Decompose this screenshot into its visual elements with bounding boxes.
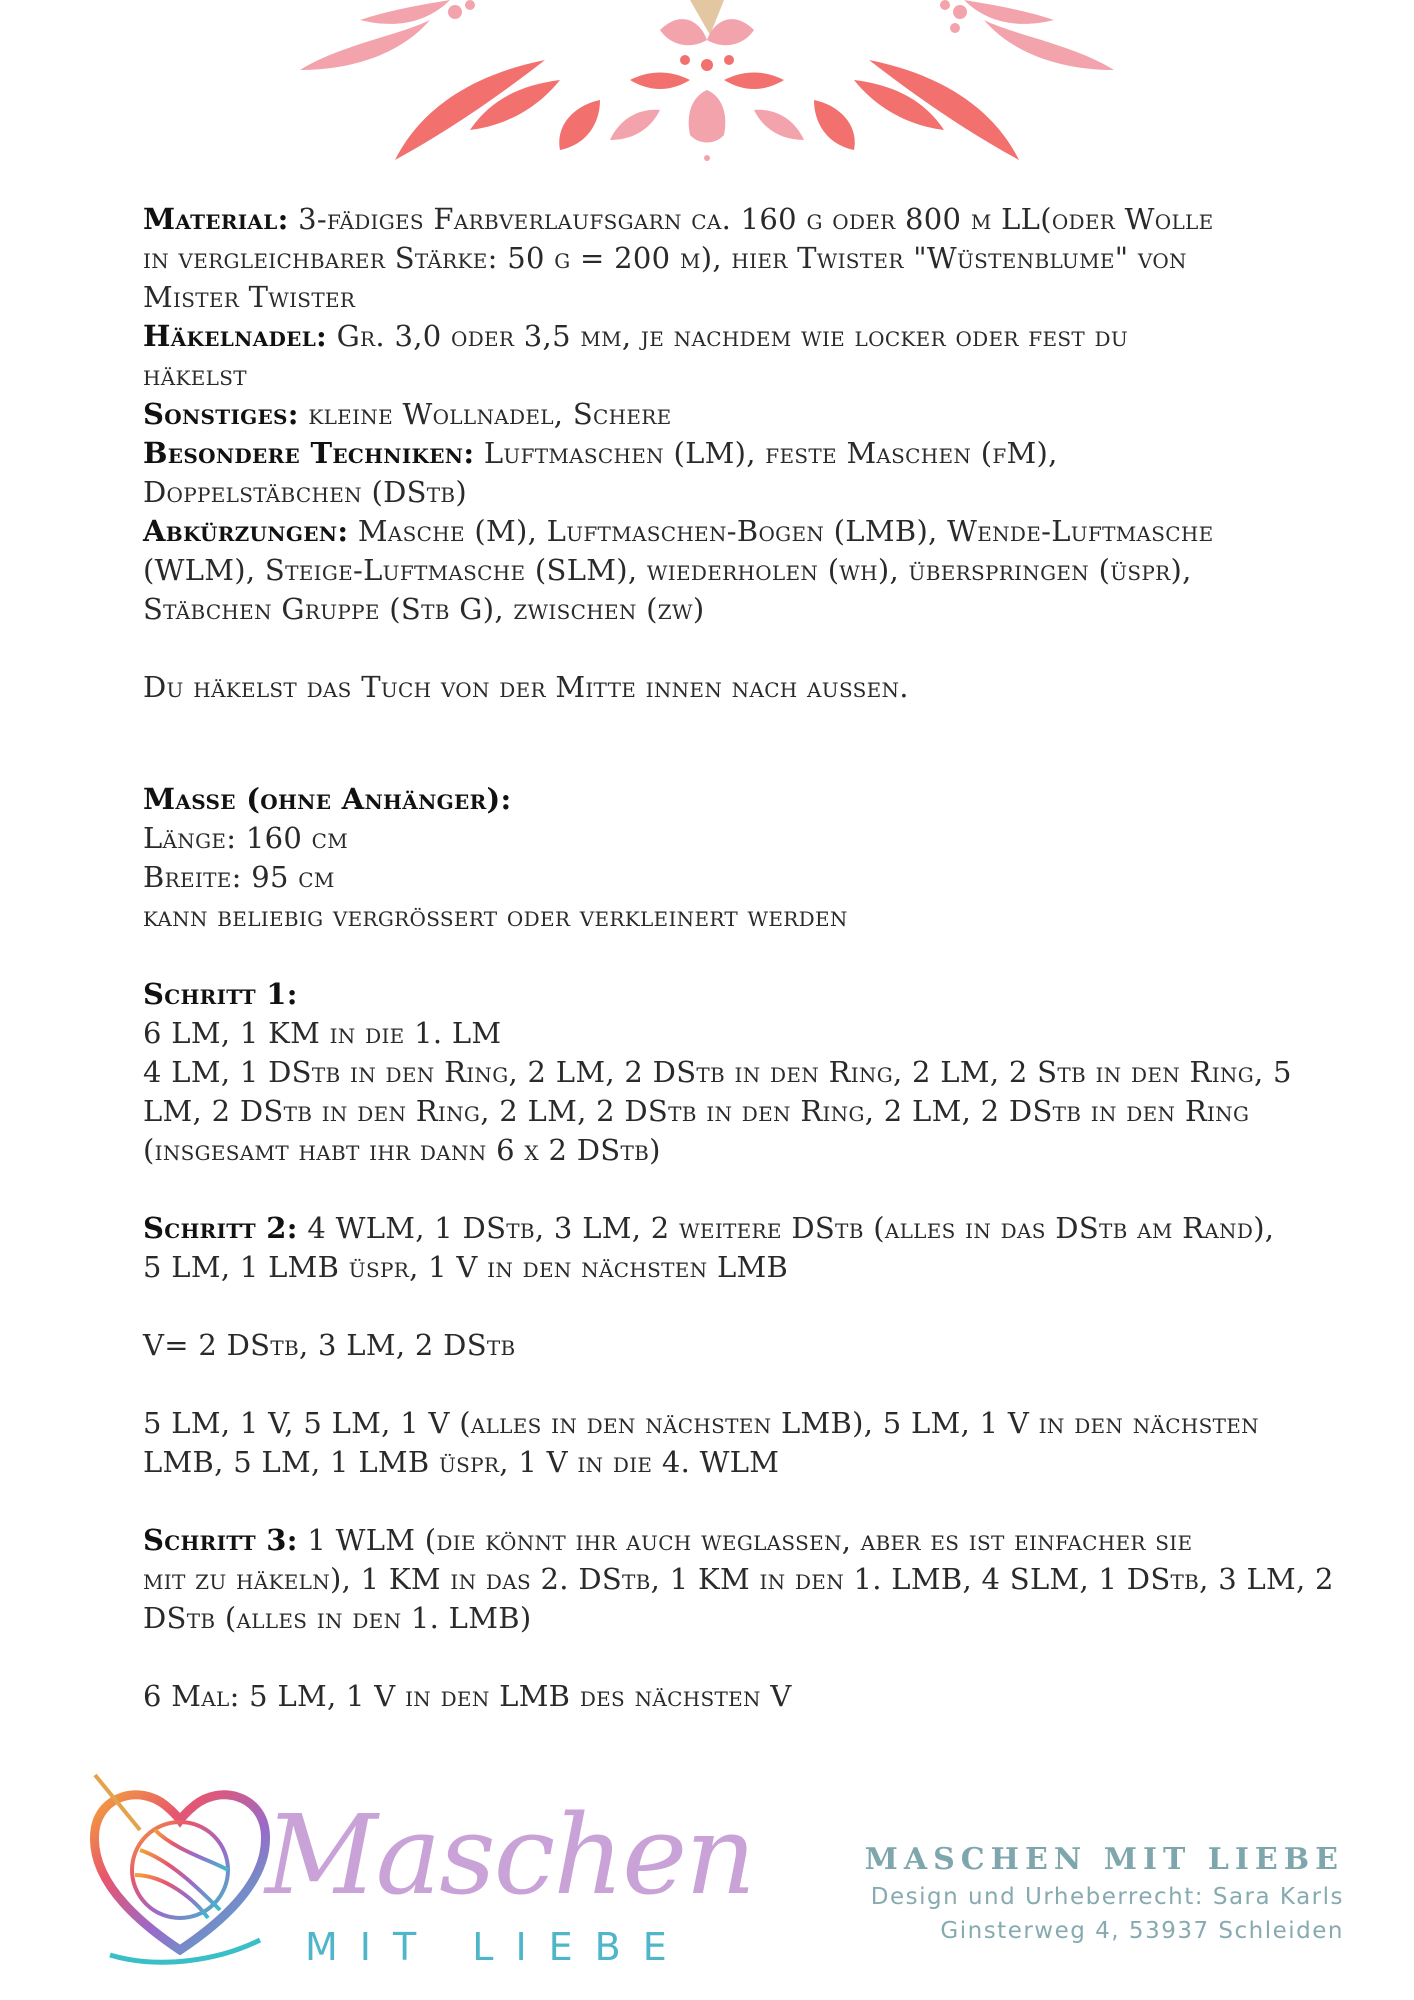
yarn-heart-icon (80, 1760, 280, 1975)
ornament-right-leaves (724, 0, 1114, 160)
schritt1-text: 6 LM, 1 KM in die 1. LM (143, 1016, 502, 1050)
schritt2-v-definition: V= 2 DStb, 3 LM, 2 DStb (143, 1328, 516, 1362)
haekelnadel-section (143, 317, 1283, 395)
schritt1-section (143, 975, 1292, 1170)
abkuerzungen-label: Abkürzungen: (143, 514, 349, 548)
schritt2-text: 4 WLM, 1 DStb, 3 LM, 2 weitere DStb (alles in das DStb am Rand), (307, 1211, 1275, 1245)
sonstiges-section (143, 395, 1283, 434)
footer-address: Ginsterweg 4, 53937 Schleiden (940, 1918, 1344, 1944)
schritt3-label: Schritt 3: (143, 1523, 298, 1557)
intro-text: Du häkelst das Tuch von der Mitte innen nach aussen. (143, 670, 909, 704)
haekelnadel-text: Gr. 3,0 oder 3,5 mm, je nachdem wie locker oder fest du (336, 319, 1128, 353)
schritt1-text: LM, 2 DStb in den Ring, 2 LM, 2 DStb in den Ring, 2 LM, 2 DStb in den Ring (143, 1094, 1250, 1128)
masse-breite: Breite: 95 cm (143, 860, 335, 894)
schritt1-text: 4 LM, 1 DStb in den Ring, 2 LM, 2 DStb in den Ring, 2 LM, 2 Stb in den Ring, 5 (143, 1055, 1292, 1089)
material-section (143, 200, 1283, 317)
haekelnadel-label: Häkelnadel: (143, 319, 328, 353)
schritt3-text: DStb (alles in den 1. LMB) (143, 1601, 532, 1635)
schritt2-repeat: 5 LM, 1 V, 5 LM, 1 V (alles in den nächsten LMB), 5 LM, 1 V in den nächsten (143, 1406, 1259, 1440)
floral-ornament (0, 0, 1414, 175)
techniken-text: Doppelstäbchen (DStb) (143, 475, 468, 509)
material-text: Mister Twister (143, 280, 356, 314)
techniken-label: Besondere Techniken: (143, 436, 475, 470)
schritt2-label: Schritt 2: (143, 1211, 298, 1245)
schritt1-text: (insgesamt habt ihr dann 6 x 2 DStb) (143, 1133, 661, 1167)
sonstiges-text: kleine Wollnadel, Schere (308, 397, 672, 431)
masse-laenge: Länge: 160 cm (143, 821, 349, 855)
schritt2-section (143, 1209, 1283, 1482)
material-label: Material: (143, 202, 289, 236)
abkuerzungen-text: Stäbchen Gruppe (Stb G), zwischen (zw) (143, 592, 705, 626)
pattern-text (143, 200, 1334, 1716)
masse-section (143, 780, 1283, 936)
maschen-mit-liebe-logo (80, 1760, 800, 1975)
logo-sub-text: MIT LIEBE (305, 1925, 689, 1969)
techniken-text: Luftmaschen (LM), feste Maschen (fM), (483, 436, 1058, 470)
footer-copyright: Design und Urheberrecht: Sara Karls (870, 1884, 1344, 1910)
masse-note: kann beliebig vergrössert oder verkleinert werden (143, 899, 848, 933)
abkuerzungen-section (143, 512, 1283, 629)
logo-script-text: Maschen (265, 1791, 755, 1919)
schritt3-section (143, 1521, 1334, 1716)
schritt3-text: mit zu häkeln), 1 KM in das 2. DStb, 1 KM in den 1. LMB, 4 SLM, 1 DStb, 3 LM, 2 (143, 1562, 1334, 1596)
schritt3-repeat: 6 Mal: 5 LM, 1 V in den LMB des nächsten V (143, 1679, 792, 1713)
schritt2-repeat: LMB, 5 LM, 1 LMB üspr, 1 V in die 4. WLM (143, 1445, 780, 1479)
footer-info (865, 1840, 1344, 1948)
ornament-center (448, 0, 967, 161)
abkuerzungen-text: Masche (M), Luftmaschen-Bogen (LMB), Wende-Luftmasche (357, 514, 1214, 548)
schritt3-text: 1 WLM (die könnt ihr auch weglassen, aber es ist einfacher sie (307, 1523, 1193, 1557)
material-text: 3-fädiges Farbverlaufsgarn ca. 160 g oder 800 m LL(oder Wolle (298, 202, 1214, 236)
masse-label: Masse (ohne Anhänger): (143, 782, 512, 816)
abkuerzungen-text: (WLM), Steige-Luftmasche (SLM), wiederholen (wh), überspringen (üspr), (143, 553, 1192, 587)
sonstiges-label: Sonstiges: (143, 397, 299, 431)
haekelnadel-text: häkelst (143, 358, 247, 392)
material-text: in vergleichbarer Stärke: 50 g = 200 m), hier Twister "Wüstenblume" von (143, 241, 1187, 275)
footer-brand: MASCHEN MIT LIEBE (864, 1842, 1344, 1877)
techniken-section (143, 434, 1283, 512)
schritt1-label: Schritt 1: (143, 977, 298, 1011)
schritt2-text: 5 LM, 1 LMB üspr, 1 V in den nächsten LMB (143, 1250, 789, 1284)
ornament-left-leaves (300, 0, 690, 160)
